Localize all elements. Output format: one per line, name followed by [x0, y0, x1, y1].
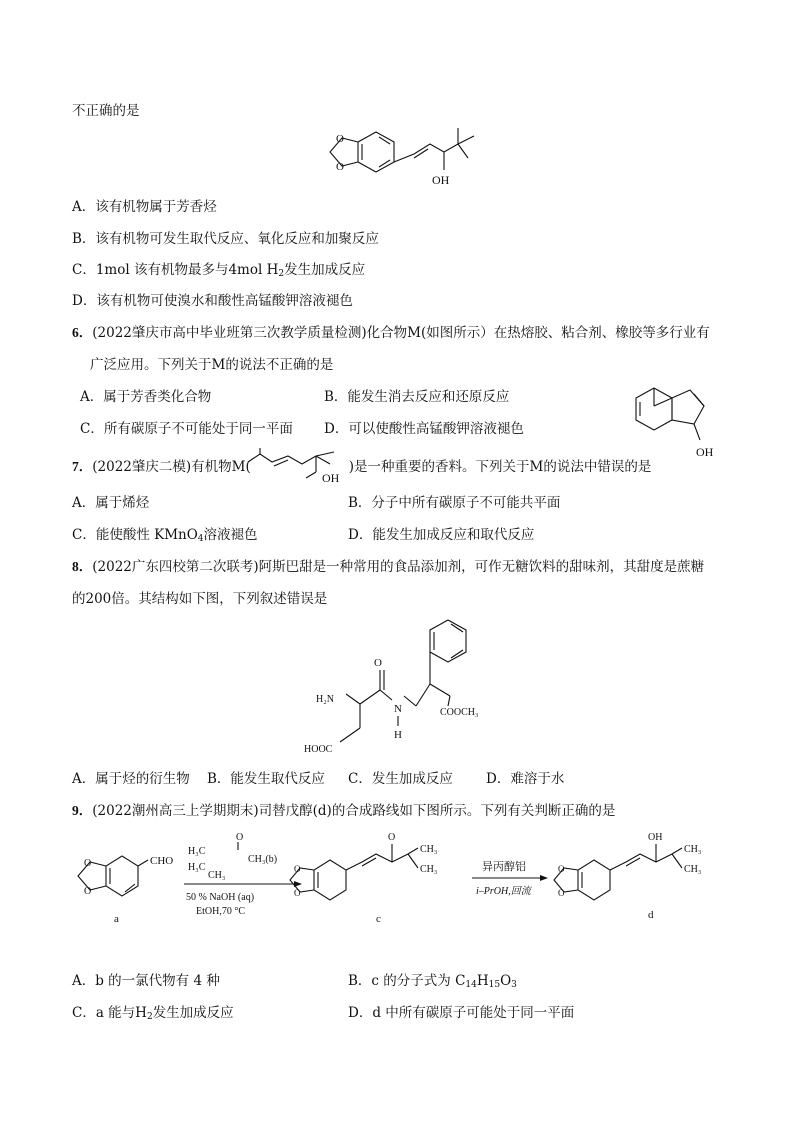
d-label: d — [648, 909, 654, 921]
q5-stem-tail: 不正确的是 — [72, 103, 140, 119]
q6-option-b: B．能发生消去反应和还原反应 — [324, 389, 510, 405]
q8-acid-label: HOOC — [304, 744, 333, 755]
b-ch3-2: CH₃ — [208, 870, 226, 881]
b-ch3-1: CH₃(b) — [248, 854, 278, 865]
b-h3c-1: H₃C — [188, 846, 206, 857]
a-label: a — [114, 913, 119, 925]
q7-option-d: D．能发生加成反应和取代反应 — [348, 527, 535, 543]
q6-stem-line1: 6．(2022肇庆市高中毕业班第三次教学质量检测)化合物M(如图所示）在热熔胶、粘合剂、橡胶等多行业有 — [72, 325, 710, 341]
q6-stem-line2: 广泛应用。下列关于M的说法不正确的是 — [90, 357, 334, 373]
svg-text:O: O — [84, 858, 92, 869]
q8-option-d: D．难溶于水 — [486, 771, 565, 787]
svg-text:O: O — [84, 886, 92, 897]
c-ch3-2: CH₃ — [420, 864, 438, 875]
q7-oh-label: OH — [322, 471, 340, 485]
d-ch3-2: CH₃ — [684, 864, 702, 875]
svg-text:O: O — [374, 657, 382, 669]
q6-oh-label: OH — [696, 445, 714, 459]
q5-option-d: D．该有机物可使溴水和酸性高锰酸钾溶液褪色 — [72, 293, 353, 309]
q7-option-c: C．能使酸性 KMnO$_4$溶液褪色 — [72, 527, 258, 544]
cond2-line1: 异丙醇铝 — [482, 861, 526, 873]
d-ch3-1: CH₃ — [684, 844, 702, 855]
reagent-b — [188, 832, 277, 881]
q7-stem: 7．(2022肇庆二模)有机物M( )是一种重要的香料。下列关于M的说法中错误的是 — [72, 459, 652, 475]
q6-option-d: D．可以使酸性高锰酸钾溶液褪色 — [324, 421, 524, 437]
a-cho-label: CHO — [150, 855, 174, 867]
q7-option-a: A．属于烯烃 — [72, 495, 150, 511]
q8-structure — [300, 614, 530, 764]
q9-option-a: A．b 的一氯代物有 4 种 — [72, 973, 220, 989]
q5-option-b: B．该有机物可发生取代反应、氧化反应和加聚反应 — [72, 231, 379, 247]
q6-structure — [624, 376, 734, 466]
compound-c — [290, 832, 437, 925]
svg-text:O: O — [294, 864, 301, 874]
q9-option-c: C．a 能与$H_2$发生加成反应 — [72, 1005, 234, 1022]
cond1-line1: 50 % NaOH (aq) — [186, 892, 255, 903]
q8-n-label: N — [394, 703, 402, 715]
b-h3c-2: H₃C — [188, 862, 206, 873]
c-label: c — [376, 913, 381, 925]
q5-option-a: A．该有机物属于芳香烃 — [72, 199, 217, 215]
q5-option-c: C．1mol 该有机物最多与4mol $H_2$发生加成反应 — [72, 262, 366, 279]
c-o-label: O — [388, 832, 396, 843]
q8-stem-line1: 8．(2022广东四校第二次联考)阿斯巴甜是一种常用的食品添加剂，可作无糖饮料的甜味剂，其甜度是蔗糖 — [72, 559, 705, 575]
q7-inline-structure — [244, 448, 354, 488]
svg-text:O: O — [294, 888, 301, 898]
svg-text:O: O — [558, 864, 565, 874]
svg-text:O: O — [558, 888, 565, 898]
q8-nh2-label: H₂N — [316, 694, 334, 705]
q5-oh-label: OH — [432, 173, 450, 187]
svg-text:O: O — [336, 133, 344, 145]
cond1-line2: EtOH,70 °C — [196, 906, 245, 917]
q8-h-label: H — [394, 729, 402, 741]
q8-option-a: A．属于烃的衍生物 — [72, 771, 190, 787]
q8-stem-line2: 的200倍。其结构如下图，下列叙述错误是 — [72, 591, 328, 607]
q9-option-d: D．d 中所有碳原子可能处于同一平面 — [348, 1005, 575, 1021]
compound-a — [78, 855, 173, 925]
c-ch3-1: CH₃ — [420, 844, 438, 855]
compound-d — [554, 832, 701, 921]
q9-option-b: B．c 的分子式为 $C_{14}H_{15}O_3$ — [348, 973, 517, 990]
q9-stem: 9．(2022潮州高三上学期期末)司替戊醇(d)的合成路线如下图所示。下列有关判断正确的是 — [72, 803, 616, 819]
b-o-label: O — [236, 832, 244, 843]
q5-structure — [318, 122, 488, 192]
cond2-line2: i–PrOH,回流 — [476, 886, 531, 897]
q8-option-c: C．发生加成反应 — [348, 771, 453, 787]
q8-ester-label: COOCH₃ — [440, 707, 479, 718]
q8-option-b: B．能发生取代反应 — [207, 771, 325, 787]
q6-option-a: A．属于芳香类化合物 — [80, 389, 212, 405]
svg-text:O: O — [336, 161, 344, 173]
q9-synthesis-scheme — [62, 826, 742, 926]
q7-option-b: B．分子中所有碳原子不可能共平面 — [348, 495, 561, 511]
q6-option-c: C．所有碳原子不可能处于同一平面 — [80, 421, 293, 437]
d-oh-label: OH — [648, 832, 663, 843]
